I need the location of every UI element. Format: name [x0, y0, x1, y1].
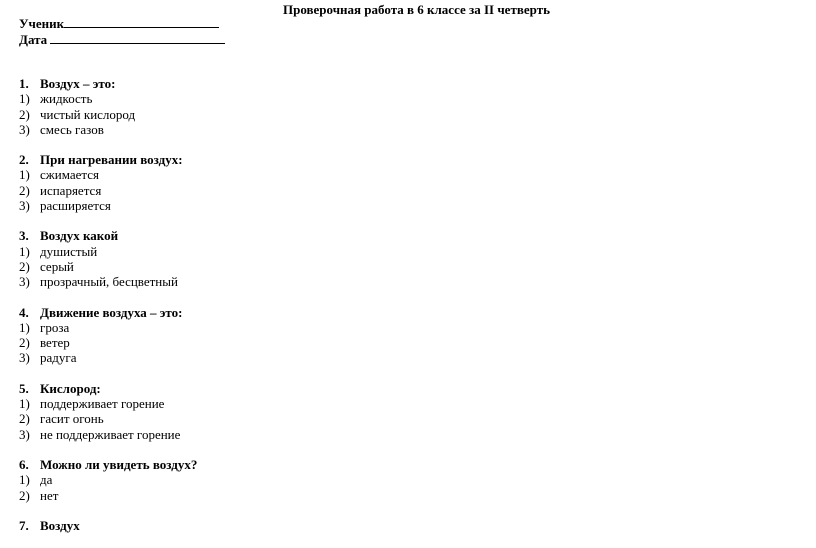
question-number: 6.: [19, 456, 29, 472]
option-text: серый: [40, 258, 74, 274]
option-number: 1): [19, 167, 30, 183]
answer-option: [19, 183, 419, 198]
question-number: 2.: [19, 152, 29, 168]
option-text: поддерживает горение: [40, 396, 165, 412]
option-text: да: [40, 472, 53, 488]
question-text: Воздух: [40, 517, 80, 533]
question-title: [19, 76, 419, 91]
answer-option: [19, 396, 419, 411]
option-number: 2): [19, 182, 30, 198]
option-number: 1): [19, 319, 30, 335]
option-text: душистый: [40, 243, 98, 259]
answer-option: [19, 122, 419, 137]
option-number: 2): [19, 106, 30, 122]
date-blank-line: [50, 32, 225, 44]
answer-option: [19, 259, 419, 274]
answer-option: [19, 350, 419, 365]
question-text: Воздух – это:: [40, 76, 116, 91]
option-text: не поддерживает горение: [40, 426, 181, 442]
option-number: 2): [19, 487, 30, 503]
option-number: 1): [19, 91, 30, 107]
option-number: 1): [19, 243, 30, 259]
option-number: 1): [19, 396, 30, 412]
option-text: жидкость: [40, 91, 93, 107]
question-title: [19, 305, 419, 320]
option-number: 1): [19, 472, 30, 488]
answer-option: [19, 244, 419, 259]
option-text: гроза: [40, 319, 70, 335]
option-number: 3): [19, 274, 30, 290]
answer-option: [19, 107, 419, 122]
option-text: смесь газов: [40, 121, 104, 137]
question-7: [19, 518, 419, 533]
answer-option: [19, 411, 419, 426]
option-number: 3): [19, 426, 30, 442]
question-2: [19, 152, 419, 213]
question-text: Воздух какой: [40, 228, 119, 244]
option-number: 2): [19, 258, 30, 274]
answer-option: [19, 488, 419, 503]
option-number: 3): [19, 350, 30, 366]
answer-option: [19, 198, 419, 213]
date-field: [19, 32, 225, 48]
option-text: нет: [40, 487, 59, 503]
answer-option: [19, 427, 419, 442]
answer-option: [19, 91, 419, 106]
option-text: ветер: [40, 335, 70, 351]
option-number: 3): [19, 121, 30, 137]
option-number: 3): [19, 198, 30, 214]
option-number: 2): [19, 335, 30, 351]
option-text: радуга: [40, 350, 77, 366]
question-text: Движение воздуха – это:: [40, 304, 183, 320]
question-4: [19, 305, 419, 366]
date-label: Дата: [19, 32, 48, 47]
question-5: [19, 381, 419, 442]
question-title: [19, 228, 419, 243]
question-number: 1.: [19, 76, 29, 91]
answer-option: [19, 335, 419, 350]
question-6: [19, 457, 419, 503]
student-blank-line: [64, 16, 219, 28]
student-field: [19, 16, 219, 32]
question-1: [19, 76, 419, 137]
option-text: чистый кислород: [40, 106, 136, 122]
option-text: гасит огонь: [40, 411, 104, 427]
question-text: При нагревании воздух:: [40, 152, 183, 168]
document-title: Проверочная работа в 6 классе за II четверть: [283, 2, 550, 17]
question-3: [19, 228, 419, 289]
question-number: 7.: [19, 517, 29, 533]
question-title: [19, 381, 419, 396]
option-text: сжимается: [40, 167, 99, 183]
question-number: 3.: [19, 228, 29, 244]
question-text: Кислород:: [40, 380, 101, 396]
option-text: расширяется: [40, 198, 111, 214]
question-number: 4.: [19, 304, 29, 320]
question-number: 5.: [19, 380, 29, 396]
answer-option: [19, 320, 419, 335]
question-text: Можно ли увидеть воздух?: [40, 456, 198, 472]
question-title: [19, 457, 419, 472]
question-list: [19, 76, 419, 548]
answer-option: [19, 167, 419, 182]
question-title: [19, 518, 419, 533]
option-text: прозрачный, бесцветный: [40, 274, 178, 290]
option-text: испаряется: [40, 182, 102, 198]
question-title: [19, 152, 419, 167]
answer-option: [19, 274, 419, 289]
student-label: Ученик: [19, 16, 65, 31]
option-number: 2): [19, 411, 30, 427]
answer-option: [19, 472, 419, 487]
